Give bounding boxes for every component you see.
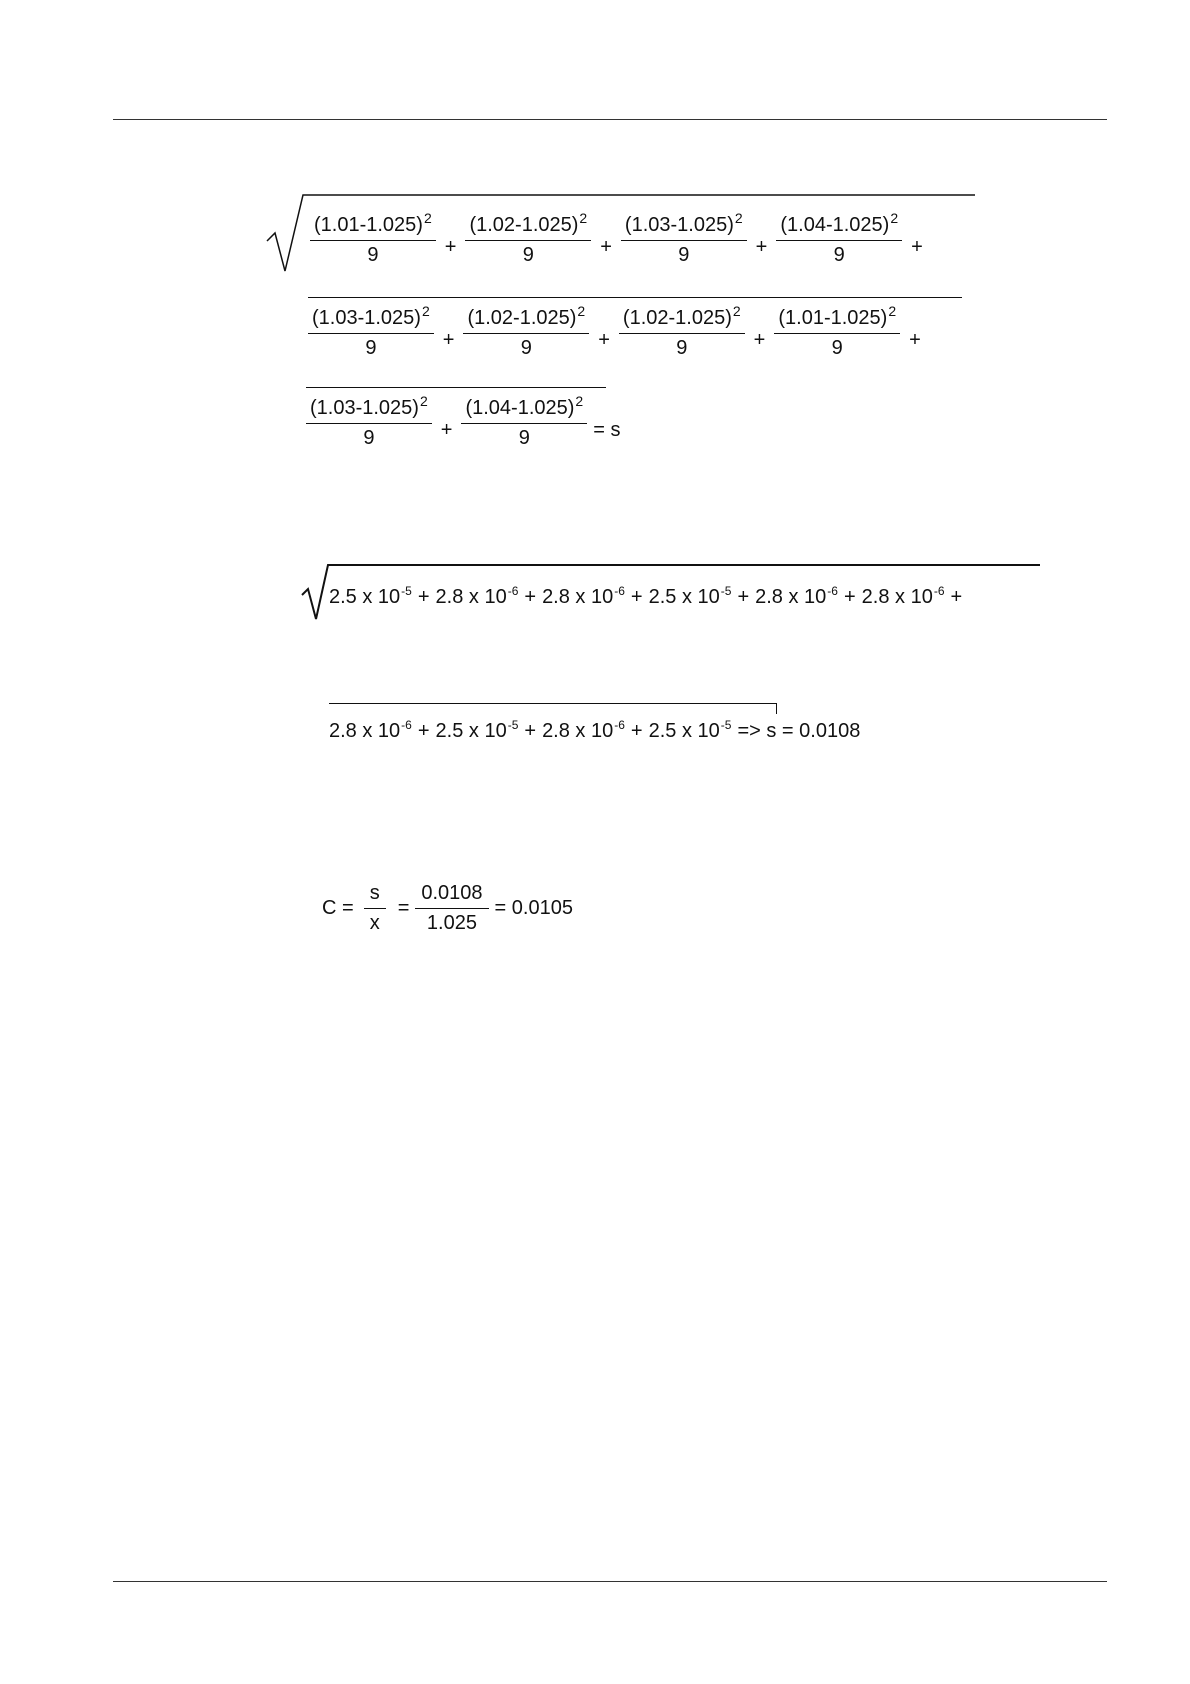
equation1-result: = s — [593, 419, 621, 441]
fraction-denominator: 1.025 — [415, 908, 488, 935]
equation1-vinculum-row3 — [306, 387, 606, 388]
fraction-numerator: 0.0108 — [421, 882, 483, 904]
plus-operator: + — [417, 586, 430, 608]
fraction-term — [308, 303, 434, 360]
exponent: -5 — [720, 718, 732, 732]
fraction-numerator-wrap — [619, 303, 745, 333]
term-base: 2.8 x 10 — [861, 586, 933, 608]
fraction-term — [619, 303, 745, 360]
fraction-term — [776, 210, 902, 267]
equation3-lhs: C = — [322, 897, 354, 919]
fraction-term — [774, 303, 900, 360]
exponent: -6 — [614, 718, 625, 732]
fraction-term — [465, 210, 591, 267]
fraction-numerator: (1.03-1.025) — [312, 307, 421, 329]
term-base: 2.8 x 10 — [435, 586, 507, 608]
term-base: 2.8 x 10 — [329, 720, 401, 742]
equation3-fraction-value — [415, 882, 488, 935]
plus-operator: + — [950, 586, 963, 608]
fraction-numerator: (1.04-1.025) — [465, 397, 575, 419]
fraction-denominator: 9 — [619, 333, 745, 360]
fraction-denominator: 9 — [308, 333, 434, 360]
fraction-numerator-wrap — [308, 303, 434, 333]
term-base: 2.5 x 10 — [329, 586, 401, 608]
plus-operator: + — [600, 236, 612, 258]
term-base: 2.8 x 10 — [542, 720, 614, 742]
fraction-numerator: (1.01-1.025) — [778, 307, 888, 329]
fraction-term — [621, 210, 747, 267]
exponent: 2 — [575, 393, 584, 409]
exponent: 2 — [419, 393, 428, 409]
term-base: 2.5 x 10 — [435, 720, 507, 742]
plus-operator: + — [524, 720, 537, 742]
fraction-numerator-wrap — [776, 210, 902, 240]
fraction-numerator: (1.02-1.025) — [622, 307, 732, 329]
equation2-line2 — [329, 718, 860, 743]
plus-operator: + — [444, 236, 457, 258]
exponent: -5 — [507, 718, 519, 732]
plus-operator: + — [843, 586, 856, 608]
exponent: -6 — [614, 584, 625, 598]
term-base: 2.8 x 10 — [542, 586, 614, 608]
term-base: 2.8 x 10 — [755, 586, 827, 608]
plus-operator: + — [755, 236, 768, 258]
plus-operator: + — [909, 329, 921, 351]
fraction-numerator-wrap — [463, 303, 589, 333]
exponent: 2 — [890, 210, 899, 226]
equation3-equals: = — [397, 897, 410, 919]
equation2-vinculum-tick — [776, 703, 777, 714]
exponent: -6 — [827, 584, 838, 598]
fraction-term — [306, 393, 432, 450]
fraction-numerator-wrap — [774, 303, 900, 333]
plus-operator: + — [598, 329, 610, 351]
fraction-numerator: (1.02-1.025) — [467, 307, 577, 329]
equation3-fraction-s-over-x — [364, 882, 386, 935]
fraction-term — [461, 393, 587, 450]
exponent: 2 — [888, 303, 897, 319]
fraction-denominator: 9 — [461, 423, 587, 450]
fraction-denominator: 9 — [310, 240, 436, 267]
fraction-denominator: 9 — [463, 333, 589, 360]
exponent: -6 — [401, 718, 412, 732]
plus-operator: + — [524, 586, 537, 608]
plus-operator: + — [417, 720, 430, 742]
fraction-numerator-wrap — [465, 210, 591, 240]
exponent: -5 — [401, 584, 412, 598]
exponent: -5 — [720, 584, 732, 598]
exponent: -6 — [933, 584, 945, 598]
fraction-term — [463, 303, 589, 360]
header-rule — [113, 119, 1107, 120]
equation3-result: = 0.0105 — [494, 897, 573, 919]
fraction-numerator: s — [369, 882, 380, 904]
equation2-vinculum-line2 — [329, 703, 777, 704]
exponent: 2 — [732, 303, 741, 319]
fraction-denominator: 9 — [465, 240, 591, 267]
fraction-denominator: 9 — [621, 240, 747, 267]
equation2-result: => s = 0.0108 — [737, 720, 861, 742]
plus-operator: + — [630, 720, 643, 742]
equation1-row1 — [310, 210, 932, 267]
plus-operator: + — [440, 419, 453, 441]
footer-rule — [113, 1581, 1107, 1582]
plus-operator: + — [442, 329, 455, 351]
exponent: 2 — [734, 210, 743, 226]
plus-operator: + — [737, 586, 750, 608]
exponent: -6 — [507, 584, 519, 598]
exponent: 2 — [423, 210, 432, 226]
plus-operator: + — [911, 236, 923, 258]
fraction-denominator: 9 — [774, 333, 900, 360]
fraction-numerator-wrap — [461, 393, 587, 423]
fraction-numerator: (1.03-1.025) — [624, 214, 734, 236]
equation1-row3 — [306, 393, 620, 450]
equation3 — [322, 882, 573, 935]
fraction-numerator: (1.04-1.025) — [780, 214, 890, 236]
fraction-term — [310, 210, 436, 267]
equation2-line1 — [329, 584, 968, 609]
fraction-numerator: (1.03-1.025) — [310, 397, 419, 419]
exponent: 2 — [577, 303, 586, 319]
term-base: 2.5 x 10 — [648, 720, 720, 742]
fraction-denominator: x — [364, 908, 386, 935]
exponent: 2 — [421, 303, 430, 319]
plus-operator: + — [753, 329, 766, 351]
fraction-numerator-wrap — [306, 393, 432, 423]
equation1-vinculum-row2 — [308, 297, 962, 298]
exponent: 2 — [579, 210, 588, 226]
fraction-denominator: 9 — [306, 423, 432, 450]
fraction-numerator: (1.02-1.025) — [469, 214, 579, 236]
fraction-numerator: (1.01-1.025) — [314, 214, 423, 236]
fraction-numerator-wrap — [310, 210, 436, 240]
plus-operator: + — [630, 586, 643, 608]
term-base: 2.5 x 10 — [648, 586, 720, 608]
fraction-numerator-wrap — [621, 210, 747, 240]
equation1-row2 — [308, 303, 930, 360]
fraction-denominator: 9 — [776, 240, 902, 267]
